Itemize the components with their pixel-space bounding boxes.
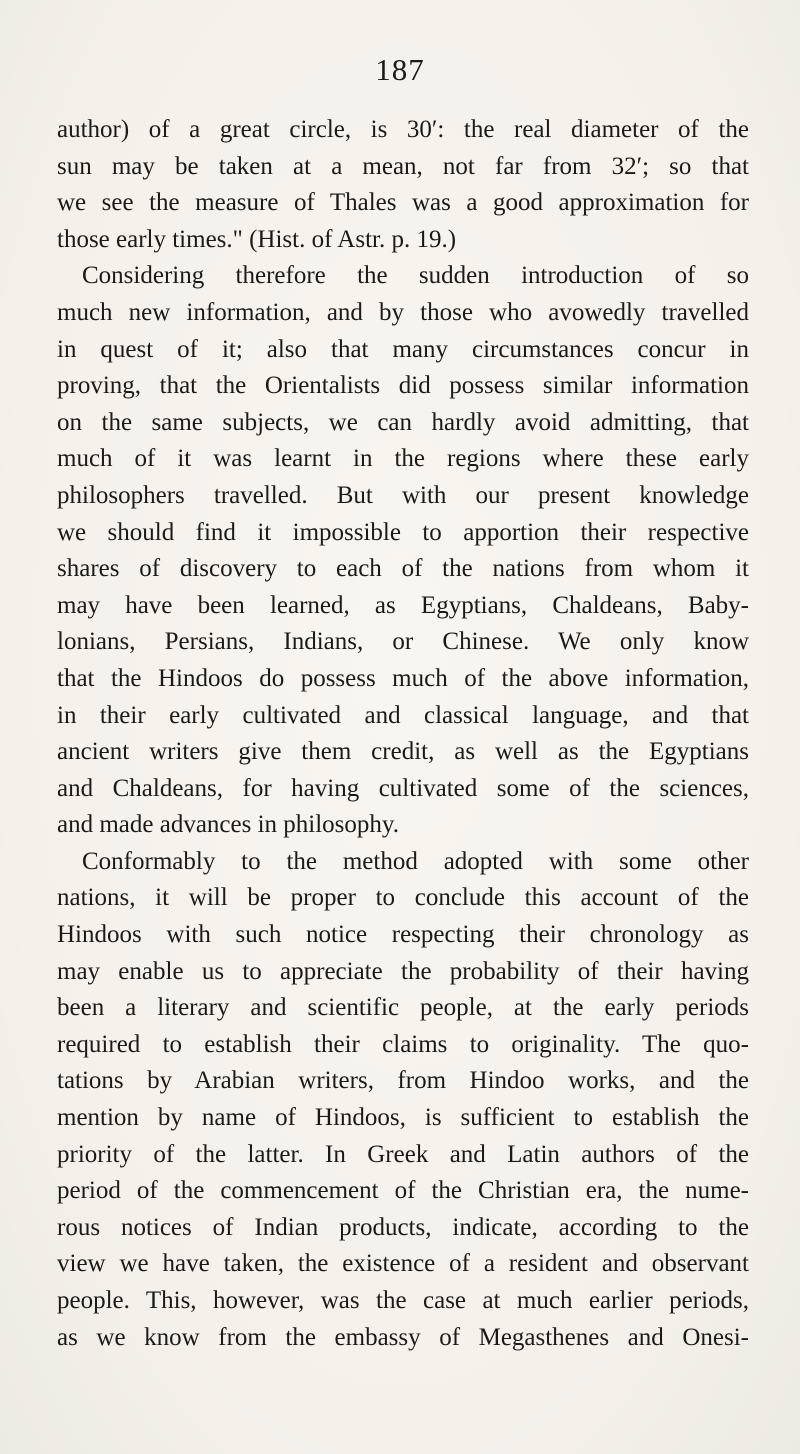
text-line: tations by Arabian writers, from Hindoo works, and the	[57, 1067, 749, 1095]
text-line: those early times." (Hist. of Astr. p. 19.)	[57, 225, 457, 253]
body-text	[57, 112, 749, 1356]
text-line: philosophers travelled. But with our present knowledge	[57, 481, 749, 509]
text-line: on the same subjects, we can hardly avoid admitting, that	[57, 408, 749, 436]
text-line: may enable us to appreciate the probability of their having	[57, 957, 749, 985]
text-line: nations, it will be proper to conclude this account of the	[57, 884, 749, 912]
text-line: period of the commencement of the Christian era, the nume-	[57, 1177, 749, 1205]
text-line: priority of the latter. In Greek and Latin authors of the	[57, 1140, 749, 1168]
text-line: ancient writers give them credit, as well as the Egyptians	[57, 738, 749, 766]
text-line: sun may be taken at a mean, not far from 32′; so that	[57, 152, 749, 180]
text-line: and made advances in philosophy.	[57, 811, 400, 839]
text-line: author) of a great circle, is 30′: the real diameter of the	[57, 116, 749, 143]
text-line: shares of discovery to each of the nations from whom it	[57, 555, 749, 583]
text-line: we should find it impossible to apportion their respective	[57, 518, 749, 546]
text-line: people. This, however, was the case at much earlier periods,	[57, 1287, 749, 1314]
text-line: in their early cultivated and classical language, and that	[57, 701, 749, 729]
text-line: view we have taken, the existence of a resident and observant	[57, 1250, 749, 1278]
text-line: and Chaldeans, for having cultivated some of the sciences,	[57, 774, 749, 802]
text-line: rous notices of Indian products, indicate, according to the	[57, 1213, 749, 1241]
text-line: mention by name of Hindoos, is sufficient to establish the	[57, 1104, 749, 1132]
paragraph-start-line: Conformably to the method adopted with some other	[82, 847, 749, 875]
paragraph-start-line: Considering therefore the sudden introduction of so	[82, 262, 749, 290]
text-line: that the Hindoos do possess much of the above information,	[57, 664, 749, 692]
text-line: proving, that the Orientalists did possess similar information	[57, 372, 749, 400]
page-number: 187	[375, 52, 425, 87]
text-line: lonians, Persians, Indians, or Chinese. We only know	[57, 628, 749, 656]
text-line: been a literary and scientific people, at the early periods	[57, 994, 749, 1022]
text-line: required to establish their claims to originality. The quo-	[57, 1030, 749, 1058]
text-line: we see the measure of Thales was a good approximation for	[57, 189, 749, 217]
text-line: as we know from the embassy of Megasthenes and Onesi-	[57, 1323, 749, 1351]
text-line: much of it was learnt in the regions where these early	[57, 445, 749, 473]
text-line: Hindoos with such notice respecting their chronology as	[57, 921, 749, 949]
text-line: much new information, and by those who avowedly travelled	[57, 298, 749, 326]
text-line: in quest of it; also that many circumstances concur in	[57, 335, 749, 363]
text-line: may have been learned, as Egyptians, Chaldeans, Baby-	[57, 591, 749, 619]
